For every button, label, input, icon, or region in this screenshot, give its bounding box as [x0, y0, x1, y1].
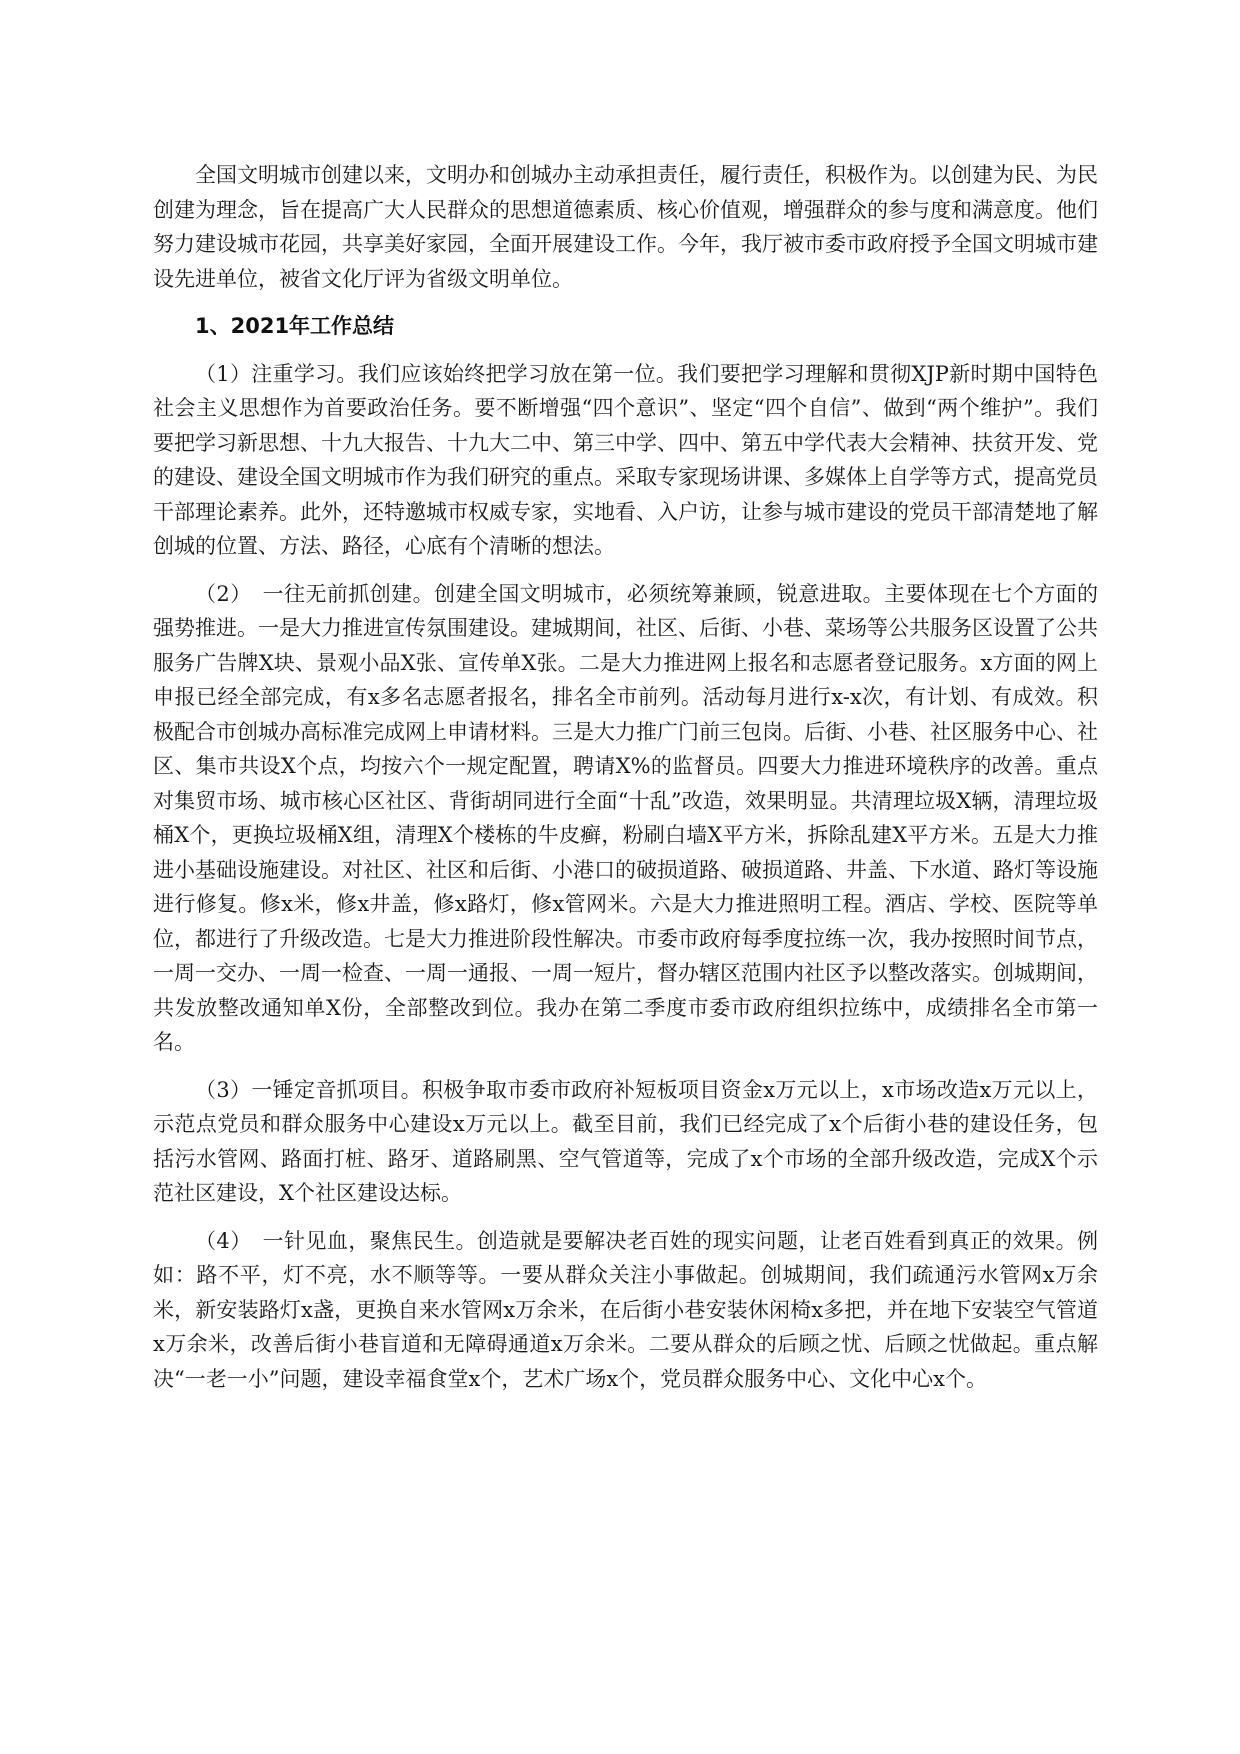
paragraph-study: （1）注重学习。我们应该始终把学习放在第一位。我们要把学习理解和贯彻XJP新时期中国特色社会主义思想作为首要政治任务。要不断增强“四个意识”、坚定“四个自信”、做到“两个维护”。我们要把学习新思想、十九大报告、十九大二中、第三中学、四中、第五中学代表大会精神、扶贫开发、党的建设、建设全国文明城市作为我们研究的重点。采取专家现场讲课、多媒体上自学等方式，提高党员干部理论素养。此外，还特邀城市权威专家，实地看、入户访，让参与城市建设的党员干部清楚地了解创城的位置、方法、路径，心底有个清晰的想法。 [153, 361, 1098, 558]
intro-paragraph: 全国文明城市创建以来，文明办和创城办主动承担责任，履行责任，积极作为。以创建为民、为民创建为理念，旨在提高广大人民群众的思想道德素质、核心价值观，增强群众的参与度和满意度。他们努力建设城市花园，共享美好家园，全面开展建设工作。今年，我厅被市委市政府授予全国文明城市建设先进单位，被省文化厅评为省级文明单位。 [153, 163, 1098, 291]
paragraph-projects: （3）一锤定音抓项目。积极争取市委市政府补短板项目资金x万元以上，x市场改造x万元以上，示范点党员和群众服务中心建设x万元以上。截至目前，我们已经完成了x个后街小巷的建设任务，包括污水管网、路面打桩、路牙、道路刷黑、空气管道等，完成了x个市场的全部升级改造，完成X个示范社区建设，X个社区建设达标。 [153, 1077, 1098, 1205]
document-body [153, 158, 1098, 1409]
paragraph-livelihood: （4） 一针见血，聚焦民生。创造就是要解决老百姓的现实问题，让老百姓看到真正的效果。例如：路不平，灯不亮，水不顺等等。一要从群众关注小事做起。创城期间，我们疏通污水管网x万余米，新安装路灯x盏，更换自来水管网x万余米，在后街小巷安装休闲椅x多把，并在地下安装空气管道x万余米，改善后街小巷盲道和无障碍通道x万余米。二要从群众的后顾之忧、后顾之忧做起。重点解决“一老一小”问题，建设幸福食堂x个，艺术广场x个，党员群众服务中心、文化中心x个。 [153, 1228, 1098, 1391]
paragraph-creation: （2） 一往无前抓创建。创建全国文明城市，必须统筹兼顾，锐意进取。主要体现在七个方面的强势推进。一是大力推进宣传氛围建设。建城期间，社区、后街、小巷、菜场等公共服务区设置了公共服务广告牌X块、景观小品X张、宣传单X张。二是大力推进网上报名和志愿者登记服务。x方面的网上申报已经全部完成，有x多名志愿者报名，排名全市前列。活动每月进行x-x次，有计划、有成效。积极配合市创城办高标准完成网上申请材料。三是大力推广门前三包岗。后街、小巷、社区服务中心、社区、集市共设X个点，均按六个一规定配置，聘请X%的监督员。四要大力推进环境秩序的改善。重点对集贸市场、城市核心区社区、背街胡同进行全面“十乱”改造，效果明显。共清理垃圾X辆，清理垃圾桶X个，更换垃圾桶X组，清理X个楼栋的牛皮癣，粉刷白墙X平方米，拆除乱建X平方米。五是大力推进小基础设施建设。对社区、社区和后街、小港口的破损道路、破损道路、井盖、下水道、路灯等设施进行修复。修x米，修x井盖，修x路灯，修x管网米。六是大力推进照明工程。酒店、学校、医院等单位，都进行了升级改造。七是大力推进阶段性解决。市委市政府每季度拉练一次，我办按照时间节点，一周一交办、一周一检查、一周一通报、一周一短片，督办辖区范围内社区予以整改落实。创城期间，共发放整改通知单X份，全部整改到位。我办在第二季度市委市政府组织拉练中，成绩排名全市第一名。 [153, 581, 1098, 1054]
section-heading: 1、2021年工作总结 [195, 314, 395, 338]
